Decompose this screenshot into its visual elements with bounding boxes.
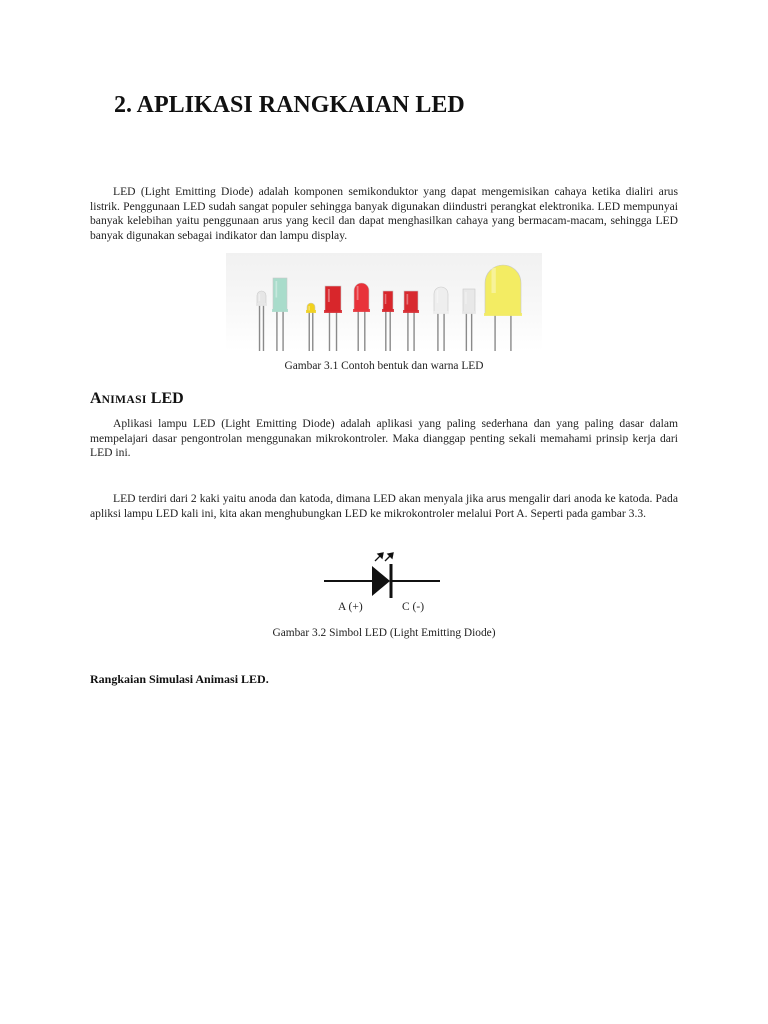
section-title	[90, 390, 184, 408]
light-emission-arrows-icon	[375, 553, 393, 561]
led-symbol-diagram	[320, 548, 444, 618]
section-paragraph-2-text: LED terdiri dari 2 kaki yaitu anoda dan katoda, dimana LED akan menyala jika arus mengalir dari anoda ke katoda. Pada apliksi lampu LED kali ini, kita akan menghubungkan LED ke mikrokontroler melalui Port A. Seperti pada gambar 3.3.	[90, 492, 678, 520]
intro-paragraph-text: LED (Light Emitting Diode) adalah komponen semikonduktor yang dapat mengemisikan cahaya ketika dialiri arus listrik. Penggunaan LED sudah sangat populer sehingga banyak digunakan diindustri perangkat elektronika. LED mempunyai banyak kelebihan yaitu penggunaan arus yang kecil dan dapat menghasilkan cahaya yang bermacam-macam, sehingga LED banyak digunakan sebagai indikator dan lampu display.	[90, 185, 678, 242]
anode-label: A (+)	[338, 601, 363, 613]
cathode-label: C (-)	[402, 601, 425, 613]
led-1	[256, 291, 267, 351]
figure-1-caption: Gambar 3.1 Contoh bentuk dan warna LED	[284, 360, 484, 372]
led-photo-svg	[226, 253, 542, 351]
section-title-led: LED	[150, 390, 184, 407]
led-5	[353, 283, 370, 351]
led-8	[433, 287, 449, 351]
led-7	[403, 291, 419, 351]
led-9	[462, 289, 476, 351]
led-6	[382, 291, 394, 351]
led-examples-photo	[226, 253, 542, 351]
led-10	[484, 265, 522, 351]
intro-paragraph	[90, 185, 678, 243]
figure-2-caption: Gambar 3.2 Simbol LED (Light Emitting Diode)	[272, 627, 496, 639]
led-3	[306, 303, 316, 351]
section-title-rest: NIMASI	[101, 394, 147, 406]
section-title-initial: A	[90, 390, 102, 407]
page-title: 2. APLIKASI RANGKAIAN LED	[114, 92, 465, 118]
section-paragraph-2	[90, 492, 678, 521]
subheading: Rangkaian Simulasi Animasi LED.	[90, 672, 269, 686]
led-4	[324, 286, 342, 351]
section-paragraph-1-text: Aplikasi lampu LED (Light Emitting Diode) adalah aplikasi yang paling sederhana dan yang paling dasar dalam mempelajari dasar pengontrolan menggunakan mikrokontroler. Maka dianggap penting sekali memahami prinsip kerja dari LED ini.	[90, 417, 678, 460]
led-2	[272, 278, 288, 351]
section-paragraph-1	[90, 417, 678, 461]
diode-triangle	[372, 566, 390, 596]
